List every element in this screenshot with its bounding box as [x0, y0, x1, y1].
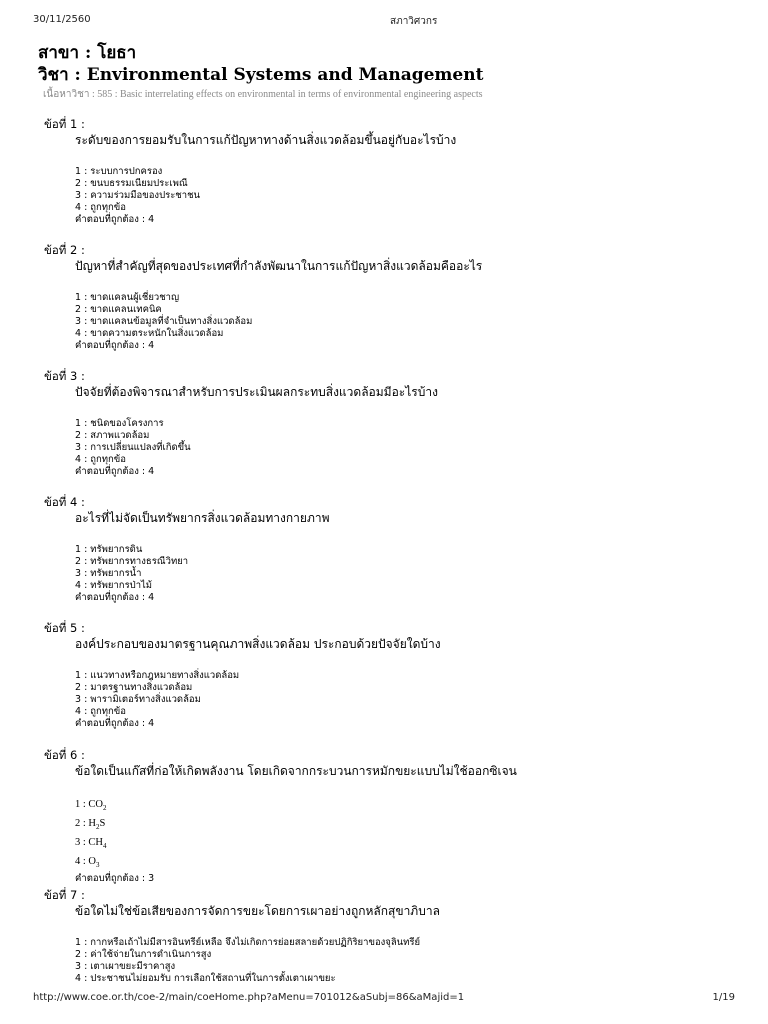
option: 2 : $H_2S$	[75, 818, 106, 832]
topic-line: เนื้อหาวิชา : 585 : Basic interrelating effects on environmental in terms of environmental engineering aspects	[43, 89, 483, 100]
option: 4 : ถูกทุกข้อ	[75, 706, 127, 717]
correct-answer: คำตอบที่ถูกต้อง : 4	[75, 592, 155, 603]
question-text: ข้อใดไม่ใช่ข้อเสียของการจัดการขยะโดยการเผาอย่างถูกหลักสุขาภิบาล	[75, 904, 440, 918]
question-number: ข้อที่ 1 :	[44, 117, 85, 131]
question-number: ข้อที่ 4 :	[44, 495, 85, 509]
document-heading	[38, 42, 483, 86]
question-6	[44, 748, 734, 888]
option: 1 : ขาดแคลนผู้เชี่ยวชาญ	[75, 292, 180, 303]
option-list	[75, 797, 734, 873]
option: 2 : ขนบธรรมเนียมประเพณี	[75, 178, 188, 189]
question-3	[44, 369, 734, 495]
question-text: ระดับของการยอมรับในการแก้ปัญหาทางด้านสิ่งแวดล้อมขึ้นอยู่กับอะไรบ้าง	[75, 133, 457, 147]
question-text: อะไรที่ไม่จัดเป็นทรัพยากรสิ่งแวดล้อมทางกายภาพ	[75, 511, 330, 525]
correct-answer: คำตอบที่ถูกต้อง : 4	[75, 214, 155, 225]
option: 4 : ถูกทุกข้อ	[75, 454, 127, 465]
question-text: องค์ประกอบของมาตรฐานคุณภาพสิ่งแวดล้อม ประกอบด้วยปัจจัยใดบ้าง	[75, 637, 441, 651]
question-1	[44, 117, 734, 243]
option-list	[75, 937, 734, 985]
question-5	[44, 621, 734, 748]
option: 3 : พารามิเตอร์ทางสิ่งแวดล้อม	[75, 694, 201, 705]
question-text: ปัจจัยที่ต้องพิจารณาสำหรับการประเมินผลกระทบสิ่งแวดล้อมมีอะไรบ้าง	[75, 385, 438, 399]
option: 1 : ทรัพยากรดิน	[75, 544, 143, 555]
option: 2 : ทรัพยากรทางธรณีวิทยา	[75, 556, 189, 567]
subject-title: วิชา : Environmental Systems and Management	[38, 65, 484, 85]
correct-answer: คำตอบที่ถูกต้อง : 3	[75, 873, 155, 885]
option: 2 : มาตรฐานทางสิ่งแวดล้อม	[75, 682, 193, 693]
correct-answer: คำตอบที่ถูกต้อง : 4	[75, 718, 155, 729]
print-header	[33, 14, 735, 30]
option: 1 : ชนิดของโครงการ	[75, 418, 164, 429]
option: 1 : กากหรือเถ้าไม่มีสารอินทรีย์เหลือ จึงไม่เกิดการย่อยสลายด้วยปฏิกิริยาของจุลินทรีย์	[75, 937, 421, 948]
option: 3 : การเปลี่ยนแปลงที่เกิดขึ้น	[75, 442, 191, 453]
question-list	[44, 117, 734, 985]
branch-title: สาขา : โยธา	[38, 43, 137, 63]
option-list	[75, 292, 734, 340]
question-number: ข้อที่ 2 :	[44, 243, 85, 257]
print-footer	[33, 992, 735, 1008]
question-2	[44, 243, 734, 369]
option: 1 : $CO_2$	[75, 799, 107, 813]
option: 3 : ทรัพยากรน้ำ	[75, 568, 142, 579]
option: 3 : ขาดแคลนข้อมูลที่จำเป็นทางสิ่งแวดล้อม	[75, 316, 253, 327]
option: 1 : แนวทางหรือกฎหมายทางสิ่งแวดล้อม	[75, 670, 240, 681]
question-text: ปัญหาที่สำคัญที่สุดของประเทศที่กำลังพัฒนาในการแก้ปัญหาสิ่งแวดล้อมคืออะไร	[75, 259, 483, 273]
option: 4 : ประชาชนไม่ยอมรับ การเลือกใช้สถานที่ในการตั้งเตาเผาขยะ	[75, 973, 336, 984]
question-7	[44, 888, 734, 985]
option: 1 : ระบบการปกครอง	[75, 166, 163, 177]
question-number: ข้อที่ 5 :	[44, 621, 85, 635]
correct-answer: คำตอบที่ถูกต้อง : 4	[75, 466, 155, 477]
option: 4 : ทรัพยากรป่าไม้	[75, 580, 153, 591]
option: 4 : $O_3$	[75, 856, 100, 870]
option-list	[75, 670, 734, 718]
option: 3 : เตาเผาขยะมีราคาสูง	[75, 961, 176, 972]
option: 2 : ค่าใช้จ่ายในการดำเนินการสูง	[75, 949, 212, 960]
print-date: 30/11/2560	[33, 14, 91, 25]
option: 3 : ความร่วมมือของประชาชน	[75, 190, 201, 201]
option-list	[75, 418, 734, 466]
question-number: ข้อที่ 3 :	[44, 369, 85, 383]
option: 4 : ขาดความตระหนักในสิ่งแวดล้อม	[75, 328, 224, 339]
option: 2 : สภาพแวดล้อม	[75, 430, 150, 441]
option: 2 : ขาดแคลนเทคนิค	[75, 304, 162, 315]
page-number: 1/19	[712, 992, 735, 1003]
question-text: ข้อใดเป็นแก๊สที่ก่อให้เกิดพลังงาน โดยเกิดจากกระบวนการหมักขยะแบบไม่ใช้ออกซิเจน	[75, 764, 517, 778]
option-list	[75, 544, 734, 592]
question-number: ข้อที่ 7 :	[44, 888, 85, 902]
correct-answer: คำตอบที่ถูกต้อง : 4	[75, 340, 155, 351]
option: 3 : $CH_4$	[75, 837, 107, 851]
option: 4 : ถูกทุกข้อ	[75, 202, 127, 213]
question-number: ข้อที่ 6 :	[44, 748, 85, 762]
print-site-title: สภาวิศวกร	[390, 16, 438, 27]
option-list	[75, 166, 734, 214]
question-4	[44, 495, 734, 621]
page-url: http://www.coe.or.th/coe-2/main/coeHome.php?aMenu=701012&aSubj=86&aMajid=1	[33, 992, 465, 1003]
